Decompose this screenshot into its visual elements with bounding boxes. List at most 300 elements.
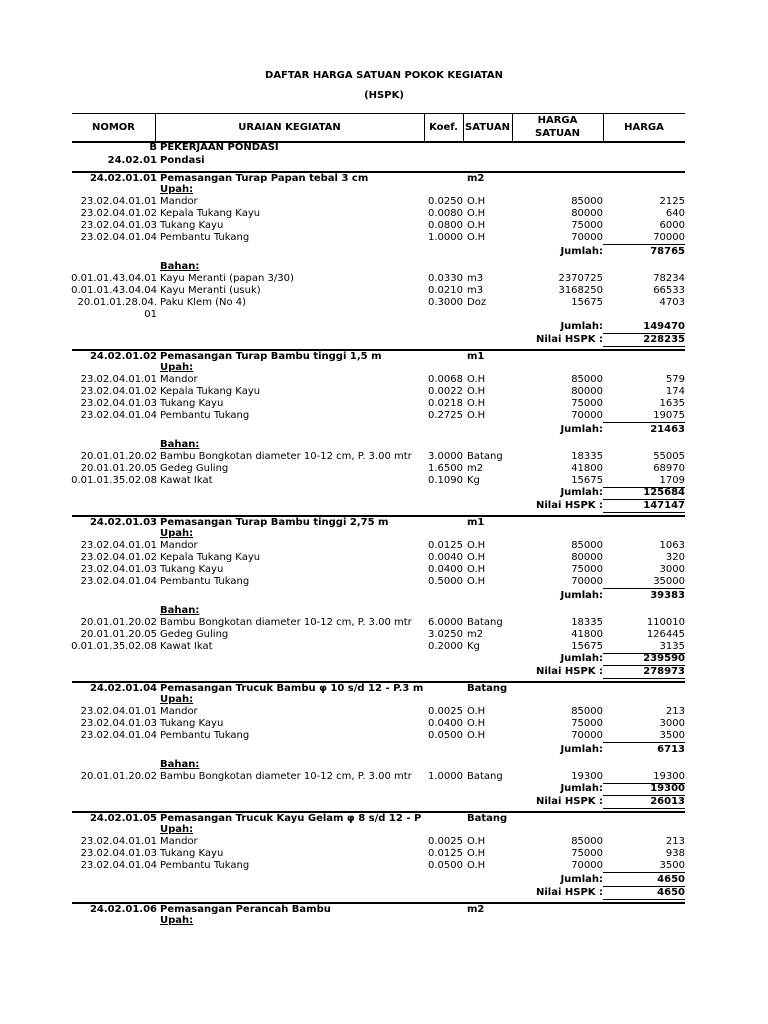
- line-unit: m2: [467, 629, 484, 640]
- line-code: 23.02.04.01.01: [80, 706, 157, 717]
- table-row-nilai: [0, 334, 768, 346]
- table-row-nilai: [0, 796, 768, 808]
- item-title: Pemasangan Perancah Bambu: [160, 904, 331, 915]
- item-title: Pemasangan Turap Papan tebal 3 cm: [160, 173, 369, 184]
- line-code: 23.02.04.01.04: [80, 860, 157, 871]
- line-description: Kawat Ikat: [160, 475, 213, 486]
- line-code: 20.01.01.20.02: [80, 617, 157, 628]
- line-unit: O.H: [467, 196, 486, 207]
- line-price: 579: [665, 374, 685, 385]
- subsection-label: Upah:: [160, 694, 194, 705]
- section-title: PEKERJAAN PONDASI: [160, 142, 279, 153]
- jumlah-label: Jumlah:: [560, 321, 603, 332]
- jumlah-value: 125684: [643, 487, 685, 498]
- table-row-sub: [0, 261, 768, 273]
- line-price: 938: [665, 848, 685, 859]
- item-code: 24.02.01.06: [89, 904, 157, 915]
- line-price: 19075: [653, 410, 685, 421]
- line-code: 20.01.01.20.05: [80, 463, 157, 474]
- line-unit: m3: [467, 273, 484, 284]
- line-coefficient: 3.0250: [428, 629, 463, 640]
- col-header-koef: Koef.: [429, 122, 458, 133]
- table-row-line: [0, 475, 768, 487]
- item-code: 24.02.01.02: [89, 351, 157, 362]
- table-row-total: [0, 487, 768, 499]
- table-row-line: [0, 463, 768, 475]
- table-row-nilai: [0, 666, 768, 678]
- total-rule: [603, 899, 685, 900]
- line-description: Pembantu Tukang: [160, 860, 250, 871]
- line-price: 78234: [653, 273, 685, 284]
- line-description: Bambu Bongkotan diameter 10-12 cm, P. 3.00 mtr: [160, 771, 412, 782]
- nilai-hspk-label: Nilai HSPK :: [535, 666, 603, 677]
- line-code: 0.01.01.35.02.08: [71, 641, 157, 652]
- line-description: Paku Klem (No 4): [160, 297, 247, 308]
- line-description: Mandor: [160, 706, 198, 717]
- group-code: 24.02.01: [107, 155, 157, 166]
- subsection-label: Upah:: [160, 528, 194, 539]
- col-header-satuan: SATUAN: [465, 122, 510, 133]
- table-row-nilai: [0, 500, 768, 512]
- line-unit: m2: [467, 463, 484, 474]
- line-code: 23.02.04.01.04: [80, 730, 157, 741]
- line-coefficient: 0.0218: [428, 398, 463, 409]
- table-row-section: [0, 142, 768, 154]
- line-price: 70000: [653, 232, 685, 243]
- line-coefficient: 3.0000: [428, 451, 463, 462]
- subsection-label: Bahan:: [160, 261, 200, 272]
- line-unit-price: 15675: [571, 641, 603, 652]
- line-code: 23.02.04.01.03: [80, 848, 157, 859]
- table-row-line: [0, 386, 768, 398]
- table-row-line: [0, 617, 768, 629]
- line-unit: m3: [467, 285, 484, 296]
- item-unit: m2: [467, 904, 485, 915]
- line-code: 23.02.04.01.04: [80, 576, 157, 587]
- line-coefficient: 0.0125: [428, 848, 463, 859]
- nilai-hspk-label: Nilai HSPK :: [535, 334, 603, 345]
- line-unit: O.H: [467, 410, 486, 421]
- nilai-hspk-label: Nilai HSPK :: [535, 796, 603, 807]
- line-unit: O.H: [467, 848, 486, 859]
- line-coefficient: 0.0068: [428, 374, 463, 385]
- jumlah-value: 6713: [657, 744, 685, 755]
- jumlah-value: 4650: [657, 874, 685, 885]
- table-row-sub: [0, 824, 768, 836]
- item-unit: m2: [467, 173, 485, 184]
- line-unit: O.H: [467, 540, 486, 551]
- table-row-group: [0, 155, 768, 167]
- line-price: 110010: [646, 617, 685, 628]
- item-unit: Batang: [467, 813, 508, 824]
- jumlah-label: Jumlah:: [560, 783, 603, 794]
- page-subtitle: (HSPK): [364, 90, 404, 101]
- table-row-line: [0, 208, 768, 220]
- line-coefficient: 1.0000: [428, 232, 463, 243]
- line-coefficient: 0.0330: [428, 273, 463, 284]
- line-code: 23.02.04.01.04: [80, 410, 157, 421]
- line-price: 640: [665, 208, 685, 219]
- table-row-line: [0, 836, 768, 848]
- line-coefficient: 0.0400: [428, 564, 463, 575]
- line-code: 0.01.01.35.02.08: [71, 475, 157, 486]
- line-unit-price: 18335: [571, 617, 603, 628]
- line-unit-price: 75000: [571, 398, 603, 409]
- line-price: 1635: [659, 398, 685, 409]
- table-row-sub: [0, 759, 768, 771]
- col-header-harga: HARGA: [624, 122, 664, 133]
- line-price: 1709: [659, 475, 685, 486]
- line-unit: Batang: [467, 617, 503, 628]
- line-coefficient: 0.3000: [428, 297, 463, 308]
- line-description: Bambu Bongkotan diameter 10-12 cm, P. 3.00 mtr: [160, 451, 412, 462]
- line-unit: O.H: [467, 208, 486, 219]
- jumlah-label: Jumlah:: [560, 246, 603, 257]
- line-description: Gedeg Guling: [160, 629, 229, 640]
- subsection-label: Bahan:: [160, 439, 200, 450]
- line-description: Kayu Meranti (usuk): [160, 285, 261, 296]
- line-coefficient: 0.2000: [428, 641, 463, 652]
- table-row-line: [0, 552, 768, 564]
- line-code: 23.02.04.01.03: [80, 718, 157, 729]
- table-row-line: [0, 285, 768, 297]
- table-row-line: [0, 848, 768, 860]
- subtotal-rule: [603, 422, 685, 423]
- line-description: Bambu Bongkotan diameter 10-12 cm, P. 3.00 mtr: [160, 617, 412, 628]
- line-coefficient: 0.0800: [428, 220, 463, 231]
- line-unit-price: 41800: [571, 463, 603, 474]
- table-row-line: [0, 730, 768, 742]
- item-title: Pemasangan Trucuk Kayu Gelam φ 8 s/d 12 - P: [160, 813, 422, 824]
- subsection-label: Upah:: [160, 915, 194, 926]
- line-unit: O.H: [467, 398, 486, 409]
- line-unit: O.H: [467, 730, 486, 741]
- line-coefficient: 0.0500: [428, 730, 463, 741]
- table-row-line: [0, 273, 768, 285]
- table-row-sub: [0, 694, 768, 706]
- table-row-total: [0, 590, 768, 602]
- line-unit-price: 80000: [571, 386, 603, 397]
- table-row-total: [0, 321, 768, 333]
- line-price: 1063: [659, 540, 685, 551]
- line-unit: Batang: [467, 771, 503, 782]
- line-description: Mandor: [160, 196, 198, 207]
- line-code: 01: [144, 309, 157, 320]
- line-coefficient: 0.0080: [428, 208, 463, 219]
- total-rule: [603, 346, 685, 347]
- col-header-uraian: URAIAN KEGIATAN: [238, 122, 341, 133]
- line-coefficient: 0.0025: [428, 706, 463, 717]
- line-unit-price: 80000: [571, 208, 603, 219]
- line-code: 0.01.01.43.04.04: [71, 285, 157, 296]
- jumlah-label: Jumlah:: [560, 487, 603, 498]
- line-code: 23.02.04.01.03: [80, 398, 157, 409]
- line-price: 35000: [653, 576, 685, 587]
- line-description: Tukang Kayu: [160, 848, 224, 859]
- line-price: 4703: [659, 297, 685, 308]
- jumlah-label: Jumlah:: [560, 744, 603, 755]
- line-coefficient: 1.0000: [428, 771, 463, 782]
- col-header-nomor: NOMOR: [91, 122, 136, 133]
- line-code: 23.02.04.01.03: [80, 564, 157, 575]
- item-title: Pemasangan Turap Bambu tinggi 2,75 m: [160, 517, 389, 528]
- subsection-label: Upah:: [160, 362, 194, 373]
- line-unit-price: 85000: [571, 836, 603, 847]
- line-unit-price: 85000: [571, 374, 603, 385]
- line-description: Tukang Kayu: [160, 220, 224, 231]
- line-unit-price: 70000: [571, 410, 603, 421]
- line-unit-price: 85000: [571, 196, 603, 207]
- line-code: 23.02.04.01.02: [80, 208, 157, 219]
- section-code: B: [149, 142, 157, 153]
- line-unit-price: 15675: [571, 297, 603, 308]
- line-coefficient: 0.0125: [428, 540, 463, 551]
- jumlah-label: Jumlah:: [560, 424, 603, 435]
- table-row-line: [0, 451, 768, 463]
- line-unit: O.H: [467, 386, 486, 397]
- line-coefficient: 6.0000: [428, 617, 463, 628]
- line-description: Pembantu Tukang: [160, 410, 250, 421]
- nilai-hspk-value: 26013: [650, 796, 685, 807]
- line-price: 320: [665, 552, 685, 563]
- line-description: Mandor: [160, 374, 198, 385]
- line-unit-price: 75000: [571, 564, 603, 575]
- nilai-hspk-value: 147147: [643, 500, 685, 511]
- subsection-label: Upah:: [160, 184, 194, 195]
- line-price: 3000: [659, 718, 685, 729]
- line-price: 55005: [653, 451, 685, 462]
- line-coefficient: 0.0500: [428, 860, 463, 871]
- line-unit: O.H: [467, 564, 486, 575]
- item-code: 24.02.01.05: [89, 813, 157, 824]
- line-coefficient: 1.6500: [428, 463, 463, 474]
- line-unit-price: 15675: [571, 475, 603, 486]
- jumlah-value: 21463: [650, 424, 685, 435]
- line-unit: O.H: [467, 374, 486, 385]
- line-unit: O.H: [467, 860, 486, 871]
- line-unit: O.H: [467, 576, 486, 587]
- line-coefficient: 0.2725: [428, 410, 463, 421]
- line-price: 2125: [659, 196, 685, 207]
- line-coefficient: 0.5000: [428, 576, 463, 587]
- line-price: 6000: [659, 220, 685, 231]
- line-code: 20.01.01.20.02: [80, 451, 157, 462]
- subtotal-rule: [603, 742, 685, 743]
- line-price: 213: [665, 836, 685, 847]
- jumlah-value: 239590: [643, 653, 685, 664]
- table-row-nilai: [0, 887, 768, 899]
- line-unit: O.H: [467, 718, 486, 729]
- jumlah-value: 149470: [643, 321, 685, 332]
- nilai-hspk-value: 4650: [657, 887, 685, 898]
- table-row-line: [0, 718, 768, 730]
- line-unit-price: 2370725: [558, 273, 603, 284]
- jumlah-label: Jumlah:: [560, 590, 603, 601]
- item-code: 24.02.01.01: [89, 173, 157, 184]
- line-unit: O.H: [467, 836, 486, 847]
- line-description: Kepala Tukang Kayu: [160, 208, 261, 219]
- table-row-sub: [0, 528, 768, 540]
- item-title: Pemasangan Trucuk Bambu φ 10 s/d 12 - P.3 m: [160, 683, 424, 694]
- line-unit-price: 80000: [571, 552, 603, 563]
- line-code: 23.02.04.01.02: [80, 386, 157, 397]
- line-unit: Batang: [467, 451, 503, 462]
- table-row-line: [0, 860, 768, 872]
- subsection-label: Upah:: [160, 824, 194, 835]
- line-description: Mandor: [160, 836, 198, 847]
- table-row-line: [0, 398, 768, 410]
- line-coefficient: 0.0250: [428, 196, 463, 207]
- item-title: Pemasangan Turap Bambu tinggi 1,5 m: [160, 351, 382, 362]
- table-row-total: [0, 744, 768, 756]
- table-row-total: [0, 246, 768, 258]
- table-row-line: [0, 629, 768, 641]
- line-price: 3500: [659, 860, 685, 871]
- line-coefficient: 0.0210: [428, 285, 463, 296]
- line-price: 3000: [659, 564, 685, 575]
- line-unit-price: 19300: [571, 771, 603, 782]
- line-code: 23.02.04.01.04: [80, 232, 157, 243]
- item-unit: m1: [467, 517, 485, 528]
- jumlah-label: Jumlah:: [560, 874, 603, 885]
- line-unit: O.H: [467, 232, 486, 243]
- item-unit: Batang: [467, 683, 508, 694]
- line-unit-price: 70000: [571, 730, 603, 741]
- jumlah-value: 19300: [650, 783, 685, 794]
- table-row-line: [0, 220, 768, 232]
- table-row-line: [0, 232, 768, 244]
- line-unit-price: 70000: [571, 576, 603, 587]
- table-row-total: [0, 424, 768, 436]
- table-row-sub: [0, 439, 768, 451]
- line-price: 174: [665, 386, 685, 397]
- page-title: DAFTAR HARGA SATUAN POKOK KEGIATAN: [265, 70, 503, 81]
- nilai-hspk-value: 278973: [643, 666, 685, 677]
- subtotal-rule: [603, 872, 685, 873]
- col-header-harga-satuan: [512, 114, 603, 140]
- subtotal-rule: [603, 588, 685, 589]
- line-unit-price: 75000: [571, 220, 603, 231]
- line-coefficient: 0.0040: [428, 552, 463, 563]
- table-row-sub: [0, 362, 768, 374]
- line-code: 23.02.04.01.01: [80, 196, 157, 207]
- line-code: 20.01.01.20.05: [80, 629, 157, 640]
- table-row-sub: [0, 184, 768, 196]
- table-row-line: [0, 576, 768, 588]
- total-rule: [603, 808, 685, 809]
- table-row-line: [0, 196, 768, 208]
- line-unit: O.H: [467, 552, 486, 563]
- jumlah-label: Jumlah:: [560, 653, 603, 664]
- line-unit: O.H: [467, 220, 486, 231]
- table-row-cont: [0, 309, 768, 321]
- line-coefficient: 0.0025: [428, 836, 463, 847]
- line-unit-price: 70000: [571, 860, 603, 871]
- line-unit-price: 75000: [571, 848, 603, 859]
- table-row-line: [0, 706, 768, 718]
- line-unit-price: 18335: [571, 451, 603, 462]
- subsection-label: Bahan:: [160, 759, 200, 770]
- table-row-line: [0, 564, 768, 576]
- line-code: 23.02.04.01.01: [80, 374, 157, 385]
- line-code: 23.02.04.01.01: [80, 540, 157, 551]
- nilai-hspk-label: Nilai HSPK :: [535, 887, 603, 898]
- table-row-total: [0, 783, 768, 795]
- line-description: Mandor: [160, 540, 198, 551]
- line-unit: Kg: [467, 475, 480, 486]
- line-price: 3135: [659, 641, 685, 652]
- nilai-hspk-label: Nilai HSPK :: [535, 500, 603, 511]
- table-row-total: [0, 653, 768, 665]
- line-code: 23.02.04.01.02: [80, 552, 157, 563]
- line-description: Kepala Tukang Kayu: [160, 552, 261, 563]
- table-row-sub: [0, 605, 768, 617]
- table-row-line: [0, 771, 768, 783]
- line-description: Tukang Kayu: [160, 398, 224, 409]
- total-rule: [603, 678, 685, 679]
- table-row-line: [0, 374, 768, 386]
- line-unit-price: 41800: [571, 629, 603, 640]
- table-row-line: [0, 540, 768, 552]
- table-row-sub: [0, 915, 768, 927]
- line-description: Tukang Kayu: [160, 564, 224, 575]
- line-price: 213: [665, 706, 685, 717]
- subtotal-rule: [603, 244, 685, 245]
- line-price: 126445: [646, 629, 685, 640]
- line-unit: Doz: [467, 297, 487, 308]
- line-coefficient: 0.1090: [428, 475, 463, 486]
- line-coefficient: 0.0400: [428, 718, 463, 729]
- table-row-line: [0, 297, 768, 309]
- line-code: 0.01.01.43.04.01: [71, 273, 157, 284]
- line-description: Kepala Tukang Kayu: [160, 386, 261, 397]
- line-price: 3500: [659, 730, 685, 741]
- line-unit-price: 70000: [571, 232, 603, 243]
- col-header-harga-satuan-line2: SATUAN: [535, 128, 580, 139]
- line-code: 20.01.01.28.04.: [77, 297, 157, 308]
- jumlah-value: 39383: [650, 590, 685, 601]
- total-rule: [603, 512, 685, 513]
- col-header-harga-satuan-line1: HARGA: [537, 115, 578, 126]
- line-coefficient: 0.0022: [428, 386, 463, 397]
- line-unit-price: 3168250: [558, 285, 603, 296]
- item-unit: m1: [467, 351, 485, 362]
- line-code: 23.02.04.01.03: [80, 220, 157, 231]
- item-code: 24.02.01.04: [89, 683, 157, 694]
- jumlah-value: 78765: [650, 246, 685, 257]
- line-description: Pembantu Tukang: [160, 576, 250, 587]
- subsection-label: Bahan:: [160, 605, 200, 616]
- line-price: 66533: [653, 285, 685, 296]
- line-unit-price: 75000: [571, 718, 603, 729]
- line-code: 23.02.04.01.01: [80, 836, 157, 847]
- line-unit-price: 85000: [571, 540, 603, 551]
- line-description: Pembantu Tukang: [160, 730, 250, 741]
- line-description: Kawat Ikat: [160, 641, 213, 652]
- line-code: 20.01.01.20.02: [80, 771, 157, 782]
- table-row-line: [0, 641, 768, 653]
- group-title: Pondasi: [160, 155, 205, 166]
- line-description: Pembantu Tukang: [160, 232, 250, 243]
- line-description: Tukang Kayu: [160, 718, 224, 729]
- line-price: 19300: [653, 771, 685, 782]
- line-description: Gedeg Guling: [160, 463, 229, 474]
- table-row-line: [0, 410, 768, 422]
- line-unit-price: 85000: [571, 706, 603, 717]
- item-code: 24.02.01.03: [89, 517, 157, 528]
- line-price: 68970: [653, 463, 685, 474]
- line-unit: O.H: [467, 706, 486, 717]
